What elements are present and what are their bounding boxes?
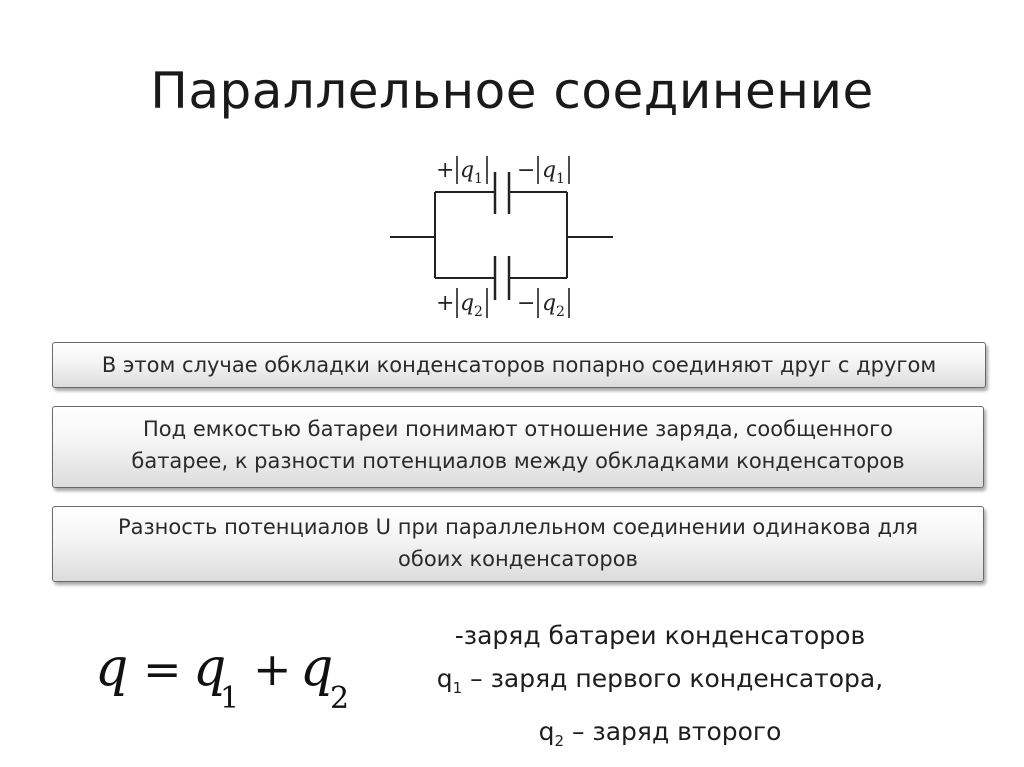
bottom-minus-sign: − bbox=[517, 291, 536, 316]
charge-sum-formula bbox=[95, 640, 370, 720]
top-left-charge-sub: 1 bbox=[474, 171, 483, 187]
legend-line-2 bbox=[400, 657, 920, 710]
legend-sub-2: 2 bbox=[554, 732, 565, 750]
formula-q: q bbox=[95, 640, 129, 698]
top-right-charge-sub: 1 bbox=[556, 171, 565, 187]
top-right-charge: q bbox=[542, 158, 557, 183]
page-title: Параллельное соединение bbox=[150, 62, 874, 120]
legend-text-q2: – заряд второго bbox=[564, 717, 782, 746]
bottom-left-charge: q bbox=[460, 291, 475, 316]
formula-sub-2: 2 bbox=[330, 681, 350, 716]
info-box-plates-connection bbox=[52, 342, 986, 388]
top-plus-sign: + bbox=[436, 158, 455, 183]
legend-var-q2: q bbox=[538, 717, 555, 746]
info-box-voltage-equal bbox=[52, 506, 984, 582]
bottom-right-charge-sub: 2 bbox=[556, 304, 565, 320]
formula-q2: q bbox=[300, 640, 334, 698]
info-box-capacitance-definition bbox=[52, 406, 984, 488]
info-box-3-line-2: обоих конденсаторов bbox=[398, 547, 638, 571]
legend-text-q1: – заряд первого конденсатора, bbox=[462, 664, 884, 693]
info-box-1-text: В этом случае обкладки конденсаторов попарно соединяют друг с другом bbox=[101, 353, 937, 377]
bottom-left-charge-sub: 2 bbox=[474, 304, 483, 320]
formula-sub-1: 1 bbox=[220, 681, 240, 716]
bottom-right-charge: q bbox=[542, 291, 557, 316]
formula-q1: q bbox=[193, 640, 227, 698]
top-left-charge: q bbox=[460, 158, 475, 183]
info-box-3-line-1: Разность потенциалов U при параллельном соединении одинакова для bbox=[117, 515, 919, 539]
formula-legend bbox=[400, 614, 920, 763]
parallel-capacitor-circuit bbox=[380, 150, 630, 325]
legend-sub-1: 1 bbox=[452, 679, 463, 697]
bottom-plus-sign: + bbox=[436, 291, 455, 316]
legend-line-3 bbox=[400, 710, 920, 763]
formula-equals: = bbox=[143, 642, 182, 696]
legend-line-1: -заряд батареи конденсаторов bbox=[454, 621, 866, 650]
info-box-2-line-1: Под емкостью батареи понимают отношение заряда, сообщенного bbox=[143, 417, 893, 441]
legend-var-q1: q bbox=[436, 664, 453, 693]
top-minus-sign: − bbox=[517, 158, 536, 183]
info-box-2-line-2: батарее, к разности потенциалов между обкладками конденсаторов bbox=[131, 449, 905, 473]
formula-plus: + bbox=[253, 642, 292, 696]
